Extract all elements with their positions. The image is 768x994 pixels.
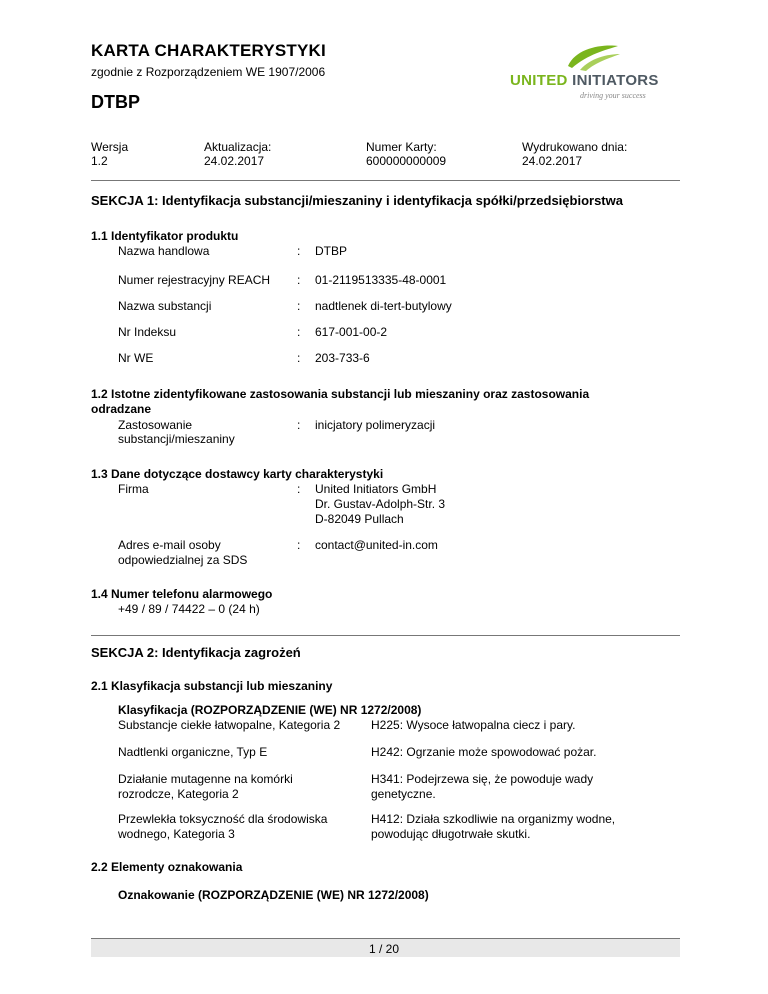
ec-number-label: Nr WE bbox=[118, 351, 154, 365]
trade-name-label: Nazwa handlowa bbox=[118, 244, 210, 258]
email-value[interactable]: contact@united-in.com bbox=[315, 538, 438, 552]
card-number-value: 600000000009 bbox=[366, 154, 447, 168]
firm-street: Dr. Gustav-Adolph-Str. 3 bbox=[315, 497, 446, 511]
colon: : bbox=[297, 351, 301, 365]
class-row-1-name: Substancje ciekłe łatwopalne, Kategoria 2 bbox=[118, 718, 341, 732]
use-label-line1: Zastosowanie bbox=[118, 418, 193, 432]
company-logo bbox=[510, 42, 680, 104]
card-number-label: Numer Karty: bbox=[366, 140, 437, 154]
printed-value: 24.02.2017 bbox=[522, 154, 583, 168]
colon: : bbox=[297, 538, 301, 552]
document-title: KARTA CHARAKTERYSTYKI bbox=[91, 41, 326, 60]
email-label-line1: Adres e-mail osoby bbox=[118, 538, 221, 552]
section2-title: SEKCJA 2: Identyfikacja zagrożeń bbox=[91, 645, 301, 660]
use-label-line2: substancji/mieszaniny bbox=[118, 432, 235, 446]
class-row-2-hazard: H242: Ogrzanie może spowodować pożar. bbox=[371, 745, 597, 759]
class-row-3-name-line2: rozrodcze, Kategoria 2 bbox=[118, 787, 239, 801]
colon: : bbox=[297, 325, 301, 339]
colon: : bbox=[297, 482, 301, 496]
section1-title: SEKCJA 1: Identyfikacja substancji/mieszaniny i identyfikacja spółki/przedsiębiorstwa bbox=[91, 193, 623, 208]
section-divider bbox=[91, 635, 680, 636]
class-row-1-hazard: H225: Wysoce łatwopalna ciecz i pary. bbox=[371, 718, 576, 732]
logo-word-united: UNITED bbox=[510, 72, 568, 89]
email-label-line2: odpowiedzialnej za SDS bbox=[118, 553, 248, 567]
s14-title: 1.4 Numer telefonu alarmowego bbox=[91, 587, 273, 601]
updated-value: 24.02.2017 bbox=[204, 154, 265, 168]
labelling-title: Oznakowanie (ROZPORZĄDZENIE (WE) NR 1272/2008) bbox=[118, 888, 429, 902]
updated-label: Aktualizacja: bbox=[204, 140, 272, 154]
version-label: Wersja bbox=[91, 140, 129, 154]
class-row-3-name-line1: Działanie mutagenne na komórki bbox=[118, 772, 293, 786]
page-number: 1 / 20 bbox=[368, 942, 400, 956]
product-name: DTBP bbox=[91, 92, 140, 112]
class-row-4-hazard-line2: powodując długotrwałe skutki. bbox=[371, 827, 531, 841]
colon: : bbox=[297, 418, 301, 432]
s12-title-line2: odradzane bbox=[91, 402, 152, 416]
colon: : bbox=[297, 244, 301, 258]
index-number-value: 617-001-00-2 bbox=[315, 325, 388, 339]
class-row-3-hazard-line2: genetyczne. bbox=[371, 787, 436, 801]
class-row-4-name-line1: Przewlekła toksyczność dla środowiska bbox=[118, 812, 328, 826]
logo-tagline: driving your success bbox=[580, 91, 646, 100]
firm-city: D-82049 Pullach bbox=[315, 512, 404, 526]
section-divider bbox=[91, 180, 680, 181]
version-value: 1.2 bbox=[91, 154, 108, 168]
document-subtitle: zgodnie z Rozporządzeniem WE 1907/2006 bbox=[91, 65, 326, 79]
reach-number-label: Numer rejestracyjny REACH bbox=[118, 273, 271, 287]
trade-name-value: DTBP bbox=[315, 244, 348, 258]
classification-title: Klasyfikacja (ROZPORZĄDZENIE (WE) NR 1272/2008) bbox=[118, 703, 422, 717]
substance-name-value: nadtlenek di-tert-butylowy bbox=[315, 299, 452, 313]
emergency-phone: +49 / 89 / 74422 – 0 (24 h) bbox=[118, 602, 260, 616]
s21-title: 2.1 Klasyfikacja substancji lub mieszaniny bbox=[91, 679, 333, 693]
colon: : bbox=[297, 299, 301, 313]
reach-number-value: 01-2119513335-48-0001 bbox=[315, 273, 447, 287]
logo-wordmark bbox=[510, 72, 659, 89]
printed-label: Wydrukowano dnia: bbox=[522, 140, 628, 154]
class-row-4-name-line2: wodnego, Kategoria 3 bbox=[118, 827, 235, 841]
substance-name-label: Nazwa substancji bbox=[118, 299, 212, 313]
s11-title: 1.1 Identyfikator produktu bbox=[91, 229, 239, 243]
s22-title: 2.2 Elementy oznakowania bbox=[91, 860, 243, 874]
logo-word-initiators: INITIATORS bbox=[572, 72, 659, 89]
s13-title: 1.3 Dane dotyczące dostawcy karty charakterystyki bbox=[91, 467, 384, 481]
logo-leaf-icon bbox=[562, 42, 622, 72]
firm-name: United Initiators GmbH bbox=[315, 482, 437, 496]
index-number-label: Nr Indeksu bbox=[118, 325, 177, 339]
colon: : bbox=[297, 273, 301, 287]
s12-title-line1: 1.2 Istotne zidentyfikowane zastosowania substancji lub mieszaniny oraz zastosowania bbox=[91, 387, 590, 401]
use-value: inicjatory polimeryzacji bbox=[315, 418, 436, 432]
ec-number-value: 203-733-6 bbox=[315, 351, 370, 365]
class-row-4-hazard-line1: H412: Działa szkodliwie na organizmy wodne, bbox=[371, 812, 616, 826]
class-row-3-hazard-line1: H341: Podejrzewa się, że powoduje wady bbox=[371, 772, 594, 786]
firm-label: Firma bbox=[118, 482, 149, 496]
class-row-2-name: Nadtlenki organiczne, Typ E bbox=[118, 745, 268, 759]
